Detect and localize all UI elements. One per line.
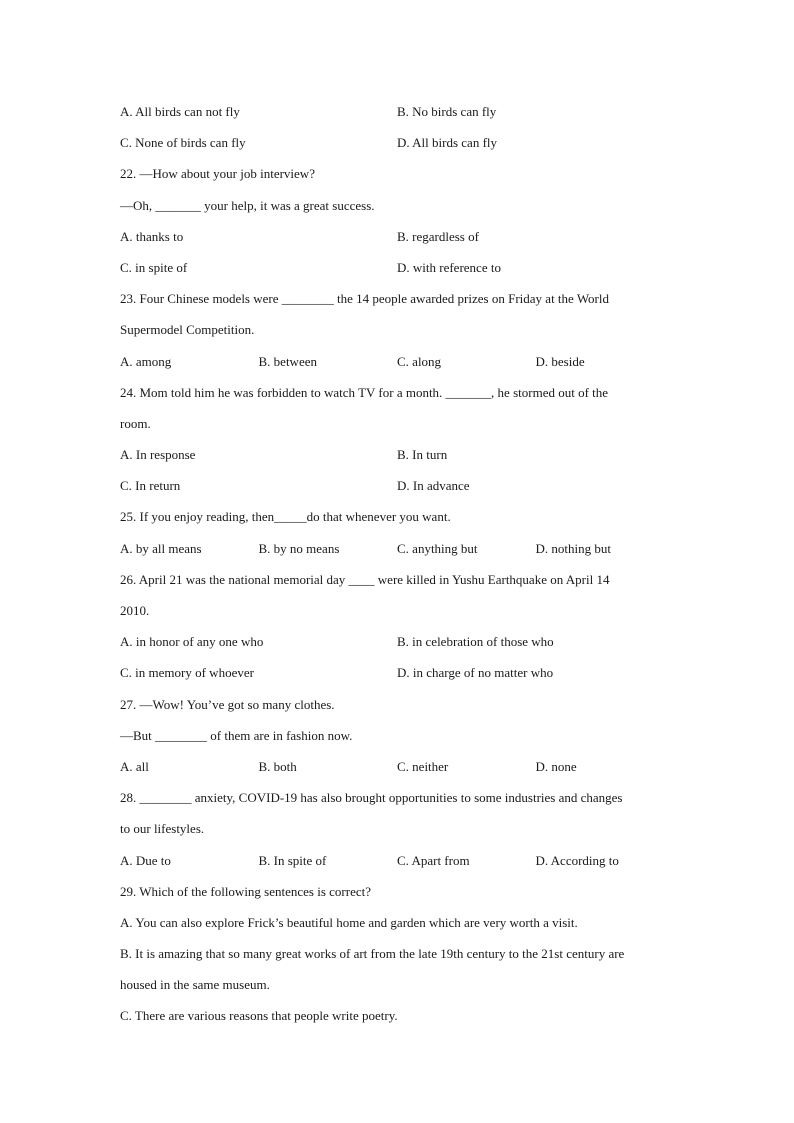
q29-stem: 29. Which of the following sentences is correct? — [120, 883, 372, 899]
q22-option-a: A. thanks to — [120, 228, 184, 244]
q24-option-b: B. In turn — [397, 447, 448, 463]
q28-option-a: A. Due to — [120, 852, 171, 868]
q29-option-b: B. It is amazing that so many great works of art from the late 19th century to the 21st century are — [120, 946, 625, 962]
q26-option-a: A. in honor of any one who — [120, 634, 264, 650]
q26-option-d: D. in charge of no matter who — [397, 665, 554, 681]
q25-options — [120, 539, 680, 570]
q22-options-row-2 — [120, 258, 680, 289]
q28-option-c: C. Apart from — [397, 852, 470, 868]
q26-option-c: C. in memory of whoever — [120, 665, 254, 681]
q28-option-d: D. According to — [535, 852, 619, 868]
q24-stem-cont: room. — [120, 415, 151, 431]
q27-option-a: A. all — [120, 758, 149, 774]
q27-option-c: C. neither — [397, 758, 449, 774]
q22-option-c: C. in spite of — [120, 259, 188, 275]
q23-option-d: D. beside — [535, 353, 585, 369]
question-list — [120, 102, 680, 1038]
q23-option-a: A. among — [120, 353, 172, 369]
q22-options-row-1 — [120, 227, 680, 258]
q23-option-b: B. between — [258, 353, 317, 369]
q25-stem: 25. If you enjoy reading, then_____do that whenever you want. — [120, 509, 451, 525]
q24-option-d: D. In advance — [397, 478, 470, 494]
q26-options-row-1 — [120, 632, 680, 663]
q21-option-c: C. None of birds can fly — [120, 135, 246, 151]
q22-option-b: B. regardless of — [397, 228, 479, 244]
q21-options-row-2 — [120, 133, 680, 164]
q22-line-2: —Oh, _______ your help, it was a great success. — [120, 197, 375, 213]
q28-stem: 28. ________ anxiety, COVID-19 has also brought opportunities to some industries and changes — [120, 790, 623, 806]
q24-option-a: A. In response — [120, 447, 196, 463]
q27-option-d: D. none — [535, 758, 577, 774]
q27-option-b: B. both — [258, 758, 297, 774]
q26-option-b: B. in celebration of those who — [397, 634, 554, 650]
q22-stem: 22. —How about your job interview? — [120, 166, 315, 182]
q23-options — [120, 352, 680, 383]
q23-stem: 23. Four Chinese models were ________ the 14 people awarded prizes on Friday at the World — [120, 291, 609, 307]
q21-options-row-1 — [120, 102, 680, 133]
q27-stem: 27. —Wow! You’ve got so many clothes. — [120, 696, 335, 712]
q27-options — [120, 757, 680, 788]
q25-option-d: D. nothing but — [535, 540, 611, 556]
q25-option-a: A. by all means — [120, 540, 202, 556]
q24-stem: 24. Mom told him he was forbidden to watch TV for a month. _______, he stormed out of the — [120, 384, 609, 400]
q28-options — [120, 851, 680, 882]
q26-options-row-2 — [120, 663, 680, 694]
q24-options-row-1 — [120, 445, 680, 476]
q27-line-2: —But ________ of them are in fashion now. — [120, 727, 353, 743]
q24-option-c: C. In return — [120, 478, 181, 494]
q26-stem: 26. April 21 was the national memorial day ____ were killed in Yushu Earthquake on April 14 — [120, 571, 610, 587]
q28-stem-cont: to our lifestyles. — [120, 821, 205, 837]
q25-option-b: B. by no means — [258, 540, 340, 556]
q25-option-c: C. anything but — [397, 540, 478, 556]
q21-option-a: A. All birds can not fly — [120, 104, 240, 119]
q22-option-d: D. with reference to — [397, 259, 501, 275]
q29-option-b-cont: housed in the same museum. — [120, 977, 270, 993]
q26-stem-cont: 2010. — [120, 603, 150, 618]
q28-option-b: B. In spite of — [258, 852, 327, 868]
q23-option-c: C. along — [397, 353, 442, 369]
q29-option-a: A. You can also explore Frick’s beautiful home and garden which are very worth a visit. — [120, 914, 578, 930]
q24-options-row-2 — [120, 476, 680, 507]
q21-option-d: D. All birds can fly — [397, 135, 498, 151]
q29-option-c: C. There are various reasons that people write poetry. — [120, 1008, 398, 1024]
q21-option-b: B. No birds can fly — [397, 104, 497, 119]
q23-stem-cont: Supermodel Competition. — [120, 322, 255, 338]
